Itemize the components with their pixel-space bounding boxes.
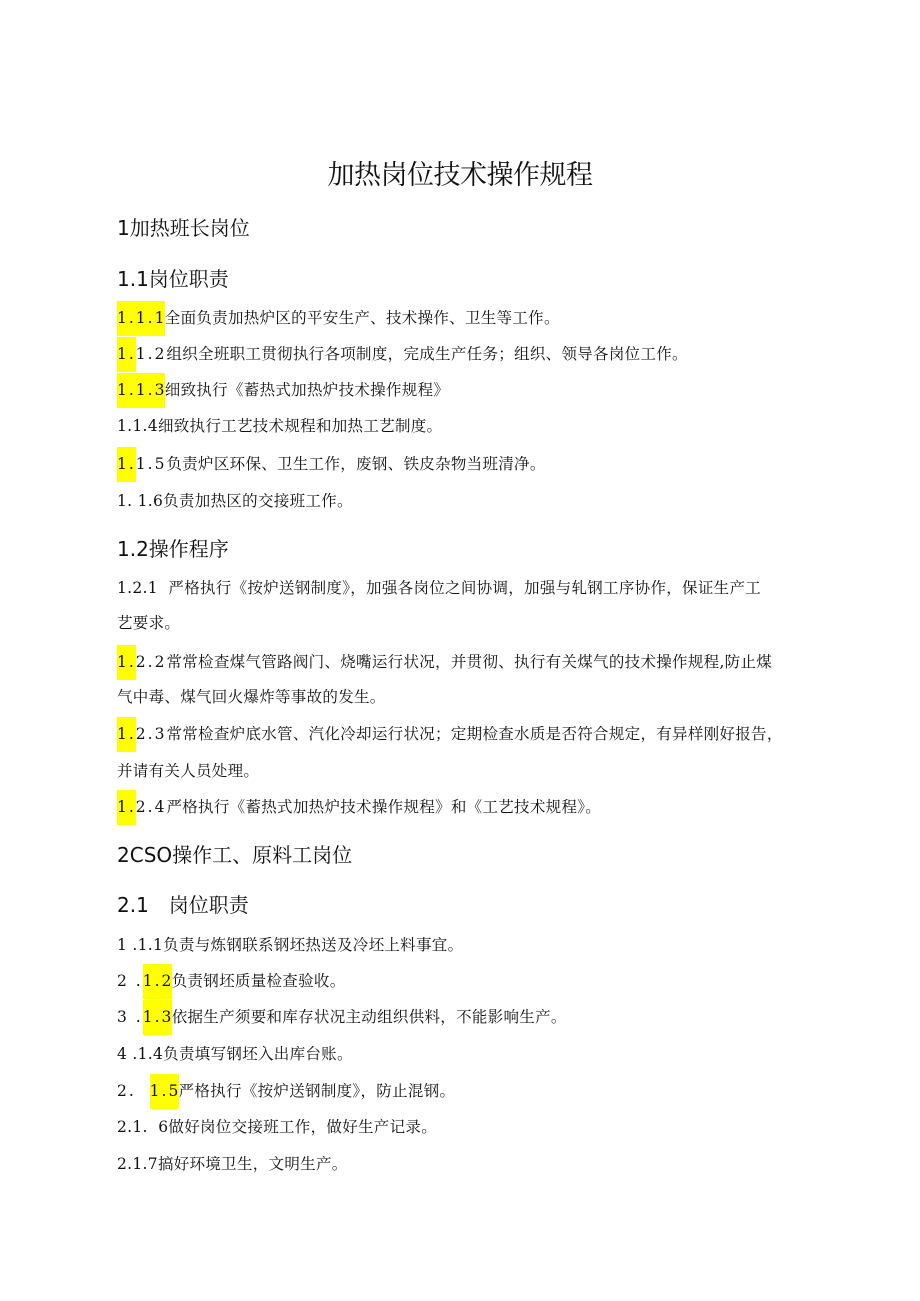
paragraph-1-2-2: [117, 650, 772, 672]
section-heading-1: 1加热班长岗位: [117, 216, 250, 240]
paragraph-text: 细致执行《蓄热式加热炉技术操作规程》: [164, 381, 450, 399]
highlight: 3: [162, 1000, 172, 1035]
paragraph-text: 严格执行《按炉送钢制度》，防止混钢。: [178, 1082, 456, 1100]
paragraph-1-1-3: [117, 378, 449, 400]
highlight: 1.: [136, 373, 155, 408]
section-heading-2: 2CSO操作工、原料工岗位: [117, 843, 353, 867]
paragraph-2-1-1: 1 .1.1负责与炼钢联系钢坯热送及冷坯上料事宜。: [117, 936, 464, 954]
section-heading-1-2: 1.2操作程序: [117, 537, 229, 561]
paragraph-text: 常常检查炉底水管、汽化冷却运行状况；定期检查水质是否符合规定，有异样刚好报告，: [166, 725, 783, 743]
document-title: 加热岗位技术操作规程: [327, 160, 593, 191]
highlight: 2: [162, 964, 172, 999]
paragraph-text: 常常检查煤气管路阀门、烧嘴运行状况，并贯彻、执行有关煤气的技术操作规程,防止煤: [166, 653, 773, 671]
paragraph-text: 组织全班职工贯彻执行各项制度，完成生产任务；组织、领导各岗位工作。: [166, 345, 688, 363]
highlight: 3: [155, 373, 165, 408]
section-heading-1-1: 1.1岗位职责: [117, 267, 229, 291]
paragraph-number: 2.: [117, 1082, 150, 1100]
paragraph-1-2-1-cont: 艺要求。: [117, 614, 181, 632]
paragraph-1-2-3-cont: 并请有关人员处理。: [117, 762, 260, 780]
paragraph-1-1-2: [117, 342, 688, 364]
paragraph-1-1-1: [117, 306, 560, 328]
highlight: 1.: [117, 337, 136, 372]
highlight: 1.: [117, 301, 136, 336]
section-heading-2-1: 2.1 岗位职责: [117, 893, 249, 917]
highlight: 1.: [117, 790, 136, 825]
paragraph-text: 严格执行《蓄热式加热炉技术操作规程》和《工艺技术规程》。: [166, 798, 602, 816]
highlight: 1.: [150, 1074, 169, 1109]
paragraph-1-2-1: 1.2.1 严格执行《按炉送钢制度》，加强各岗位之间协调，加强与轧钢工序协作，保证生产工: [117, 579, 762, 597]
paragraph-2-1-2: [117, 969, 346, 991]
paragraph-text: 负责炉区环保、卫生工作，废钢、铁皮杂物当班清净。: [166, 455, 546, 473]
paragraph-number: 2.3: [135, 725, 167, 743]
paragraph-number: 1.2: [135, 345, 167, 363]
highlight: 5: [168, 1074, 178, 1109]
paragraph-number: 2 .: [117, 972, 143, 990]
paragraph-2-1-7: 2.1.7搞好环境卫生，文明生产。: [117, 1155, 348, 1173]
highlight: 1.: [143, 964, 162, 999]
highlight: 1.: [117, 447, 136, 482]
highlight: 1.: [136, 301, 155, 336]
paragraph-text: 依据生产须要和库存状况主动组织供料，不能影响生产。: [171, 1008, 567, 1026]
paragraph-number: 1.5: [135, 455, 167, 473]
paragraph-1-1-5: [117, 452, 546, 474]
highlight: 1.: [117, 645, 136, 680]
paragraph-number: 2.2: [135, 653, 167, 671]
paragraph-2-1-6: 2.1. 6做好岗位交接班工作，做好生产记录。: [117, 1118, 437, 1136]
highlight: 1.: [143, 1000, 162, 1035]
paragraph-2-1-4: 4 .1.4负责填写钢坯入出库台账。: [117, 1045, 353, 1063]
paragraph-1-2-3: [117, 722, 783, 744]
paragraph-text: 全面负责加热炉区的平安生产、技术操作、卫生等工作。: [164, 309, 560, 327]
paragraph-2-1-3: [117, 1005, 567, 1027]
paragraph-number: 3 .: [117, 1008, 143, 1026]
highlight: 1: [155, 301, 165, 336]
paragraph-1-2-4: [117, 795, 601, 817]
paragraph-1-1-6: 1. 1.6负责加热区的交接班工作。: [117, 492, 353, 510]
paragraph-number: 2.4: [135, 798, 167, 816]
highlight: 1.: [117, 373, 136, 408]
highlight: 1.: [117, 717, 136, 752]
paragraph-1-2-2-cont: 气中毒、煤气回火爆炸等事故的发生。: [117, 688, 386, 706]
paragraph-2-1-5: [117, 1079, 455, 1101]
paragraph-text: 负责钢坯质量检查验收。: [171, 972, 346, 990]
paragraph-1-1-4: 1.1.4细致执行工艺技术规程和加热工艺制度。: [117, 417, 443, 435]
